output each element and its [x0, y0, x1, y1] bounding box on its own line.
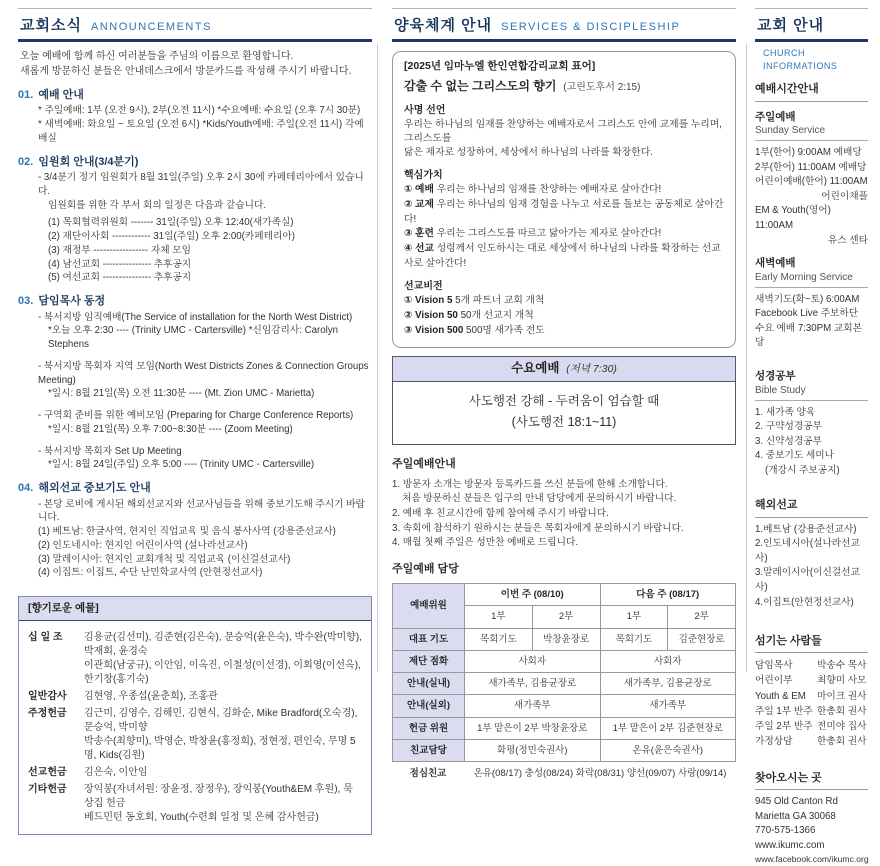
- section-number: 03.: [18, 295, 34, 308]
- wednesday-worship-box: [392, 356, 736, 445]
- mission-statement-title: 사명 선언: [404, 104, 446, 116]
- church-info-header: [755, 9, 868, 42]
- table-row: 친교담당 화평(정민숙권사) 온유(윤은숙권사): [393, 740, 736, 762]
- duty-sub-header: 2부: [532, 606, 600, 628]
- dawn-time-3: 수요 예배 7:30PM 교회본당: [755, 322, 862, 349]
- offering-names: 이관희(남궁규), 이안임, 이옥진, 이철성(이선경), 이회영(이선옥), 한기창(홍기숙): [84, 659, 361, 685]
- offering-row-thanks: [28, 690, 362, 704]
- sunday-duty-section: [392, 562, 736, 781]
- welcome-text: [20, 50, 372, 79]
- offering-row-mission: [28, 766, 362, 780]
- pastor-item-1a: - 북서지방 임직예배(The Service of installation for the North West District): [38, 311, 353, 323]
- bible-study-title-kr: 성경공부: [755, 369, 796, 382]
- sunday-time-4-place: 유스 센타: [827, 234, 868, 246]
- core-value-2: ② 교제 우리는 하나님의 임재 경험을 나누고 서로를 돌보는 공동체로 살아간다!: [404, 198, 724, 225]
- offering-names: 베드민턴 동호회, Youth(수련회 일정 및 은혜 감사헌금): [84, 811, 319, 823]
- bible-study-item-3: 3. 신약성경공부: [755, 435, 822, 447]
- board-item-3: (3) 재정부 ----------------- 자체 모임: [48, 244, 191, 256]
- mission-statement-line-2: 닮은 제자로 성장하여, 세상에서 하나님의 나라를 확장한다.: [404, 147, 653, 159]
- website-url: www.ikumc.com: [755, 839, 825, 851]
- offering-row-other: [28, 783, 362, 825]
- sunday-worship-guide: [392, 457, 736, 550]
- pastor-item-4a: - 북서지방 목회자 Set Up Meeting: [38, 445, 182, 457]
- offering-row-tithe: [28, 631, 362, 687]
- pastor-item-3a: - 구역회 준비를 위한 예비모임 (Preparing for Charge Conference Reports): [38, 410, 354, 422]
- offering-label: 주정헌금: [28, 707, 67, 719]
- section-board-meeting: [18, 155, 372, 286]
- overseas-missions-section: [755, 498, 868, 610]
- core-value-1: ① 예배 우리는 하나님의 임재를 찬양하는 예배자로 살아간다!: [404, 184, 662, 196]
- wednesday-worship-time: (저녁 7:30): [566, 363, 617, 376]
- offering-label: 기타헌금: [28, 783, 67, 795]
- servant-row: 어린이부 최향미 사모: [755, 675, 867, 687]
- section-title: 담임목사 동정: [38, 295, 106, 308]
- worship-line-1: * 주일예배: 1부 (오전 9시), 2부(오전 11시) *수요예배: 수요일 (오후 7시 30분): [38, 105, 361, 117]
- lunch-schedule: 온유(08/17) 충성(08/24) 화락(08/31) 양선(09/07) 사랑(09/14): [473, 768, 727, 780]
- core-value-3: ③ 훈련 우리는 그리스도를 따르고 닮아가는 제자로 살아간다!: [404, 228, 662, 240]
- offering-names: 김현영, 우종섭(윤춘희), 조홍관: [84, 690, 218, 702]
- offering-names: 김용균(김선미), 김준현(김은숙), 문승억(윤은숙), 박수완(박미향), 박재회, 윤경숙: [84, 631, 362, 657]
- table-row: 헌금 위원 1부 맡은이 2부 박창윤장로 1부 맡은이 2부 김준현장로: [393, 717, 736, 739]
- motto-box: [392, 51, 736, 348]
- lunch-label: 점심친교: [409, 768, 447, 780]
- directions-title: 찾아오시는 곳: [755, 771, 868, 790]
- discipleship-title-kr: 양육체계 안내: [394, 17, 493, 34]
- guide-line-1: 1. 방문자 소개는 방문자 등록카드를 쓰신 분들에 한해 소개합니다.: [392, 478, 668, 490]
- pastor-item-3b: *일시: 8월 21일(목) 오후 7:00~8:30분 ---- (Zoom Meeting): [48, 423, 293, 435]
- column-divider-1: [377, 44, 378, 672]
- servant-row: Youth & EM 마이크 권사: [755, 690, 867, 702]
- core-value-4: ④ 선교 성령께서 인도하시는 대로 세상에서 하나님의 나라를 확장하는 선교사로 살아간다!: [404, 243, 721, 269]
- discipleship-header: [392, 9, 736, 42]
- bible-study-section: [755, 369, 868, 478]
- mission-line-5: (4) 이집트: 이집트, 수단 난민학교사역 (안현정선교사): [38, 567, 263, 579]
- directions-section: [755, 771, 868, 866]
- duty-week2-header: 다음 주 (08/17): [600, 584, 736, 606]
- section-number: 04.: [18, 482, 34, 495]
- bible-study-note: (개강시 주보공지): [765, 464, 840, 476]
- duty-sub-header: 1부: [600, 606, 668, 628]
- column-divider-2: [746, 44, 747, 672]
- missions-item-1: 1.베트남 (강용준선교사): [755, 523, 857, 535]
- bible-study-item-2: 2. 구약성경공부: [755, 421, 822, 433]
- duty-corner-cell: 예배위원: [393, 584, 465, 629]
- section-number: 02.: [18, 155, 34, 168]
- address-line-1: 945 Old Canton Rd: [755, 796, 838, 808]
- address-line-2: Marietta GA 30068: [755, 810, 836, 822]
- pastor-item-4b: *일시: 8월 24일(주일) 오후 5:00 ---- (Trinity UMC - Cartersville): [48, 459, 315, 471]
- sunday-time-1: 1부(한어) 9:00AM 예배당: [755, 147, 862, 159]
- section-title: 해외선교 중보기도 안내: [38, 482, 151, 495]
- offering-box: [18, 596, 372, 835]
- welcome-line-2: 새롭게 방문하신 분들은 안내데스크에서 방문카드를 작성해 주시기 바랍니다.: [20, 65, 352, 77]
- dawn-service-subtitle: Early Morning Service: [755, 271, 868, 288]
- servant-row: 주일 1부 반주 한총회 권사: [755, 705, 867, 717]
- welcome-line-1: 오늘 예배에 함께 하신 여러분들을 주님의 이름으로 환영합니다.: [20, 51, 294, 62]
- offering-names: 김은숙, 이안임: [84, 766, 148, 778]
- offering-row-weekly: [28, 707, 362, 763]
- offering-label: 십 일 조: [28, 631, 63, 643]
- pastor-item-2a: - 북서지방 목회자 지역 모임(North West Districts Zones & Connection Groups Meeting): [38, 360, 369, 386]
- wednesday-sermon-title: 사도행전 강해 - 두려움이 엄습할 때: [468, 393, 660, 408]
- duty-sub-header: 2부: [668, 606, 736, 628]
- mission-line-1: - 본당 로비에 게시된 해외선교지와 선교사님들을 위해 중보기도해 주시기 바랍니다.: [38, 498, 365, 524]
- offering-names: 장익봉(자녀서원: 장윤정, 장정우), 장익봉(Youth&EM 후원), 묵상집 헌금: [84, 783, 353, 809]
- board-item-1: (1) 목회협력위원회 ------- 31일(주일) 오후 12:40(새가족실): [48, 217, 294, 229]
- church-info-title-en: CHURCH INFORMATIONS: [763, 48, 838, 71]
- board-item-4: (4) 남선교회 --------------- 추후공지: [48, 258, 192, 270]
- missions-item-4: 4.이집트(안현정선교사): [755, 596, 854, 608]
- vision-3: ③ Vision 500 500명 새가족 전도: [404, 324, 545, 336]
- discipleship-column: [392, 0, 736, 781]
- dawn-time-1: 새벽기도(화~토) 6:00AM: [755, 293, 860, 305]
- board-intro-1: - 3/4분기 정기 임원회가 8월 31일(주일) 오후 2시 30에 카페테리아에서 있습니다.: [38, 172, 364, 197]
- lunch-fellowship-row: [392, 767, 736, 780]
- announcements-title-en: ANNOUNCEMENTS: [90, 21, 212, 33]
- servant-row: 가정상담 한총회 권사: [755, 735, 867, 747]
- duty-sub-header: 1부: [465, 606, 533, 628]
- table-row: 제단 점화 사회자 사회자: [393, 650, 736, 672]
- vision-2: ② Vision 50 50개 선교지 개척: [404, 310, 534, 322]
- board-intro-2: 임원회를 위한 각 부서 회의 일정은 다음과 같습니다.: [48, 199, 267, 211]
- dawn-service-title: 새벽예배: [755, 257, 796, 270]
- announcements-column: [18, 0, 372, 835]
- section-mission-prayer: [18, 481, 372, 580]
- wednesday-worship-title: 수요예배: [511, 361, 560, 376]
- table-row: 안내(실내) 새가족부, 김용균장로 새가족부, 김용균장로: [393, 673, 736, 695]
- overseas-missions-title: 해외선교: [755, 498, 868, 517]
- worship-line-2: * 새벽예배: 화요일 ~ 토요일 (오전 6시) *Kids/Youth예배: 주일(오전 11시) 각예배실: [38, 119, 364, 144]
- guide-line-2: 처음 방문하신 분들은 입구의 안내 담당에게 문의하시기 바랍니다.: [402, 493, 677, 505]
- announcements-header: [18, 9, 372, 42]
- motto-verse: (고린도후서 2:15): [563, 81, 641, 93]
- discipleship-title-en: SERVICES & DISCIPLESHIP: [501, 21, 681, 33]
- motto-text: 감출 수 없는 그리스도의 향기: [404, 78, 557, 93]
- service-times-section: [755, 82, 868, 351]
- announcements-title-kr: 교회소식: [20, 17, 82, 34]
- mission-statement-line-1: 우리는 하나님의 임재를 찬양하는 예배자로서 그리스도 안에 교제를 누리며, 그리스도를: [404, 118, 722, 144]
- mission-line-3: (2) 인도네시아: 현지인 어린이사역 (설나라선교사): [38, 539, 248, 551]
- dawn-time-2: Facebook Live 주보하단: [755, 308, 859, 320]
- church-info-title-kr: 교회 안내: [757, 17, 825, 34]
- section-worship-info: [18, 88, 372, 146]
- guide-line-3: 2. 예배 후 친교시간에 함께 참여해 주시기 바랍니다.: [392, 507, 609, 519]
- guide-line-4: 3. 속회에 참석하기 원하시는 분들은 목회자에게 문의하시기 바랍니다.: [392, 522, 684, 534]
- table-row: 대표 기도 목회기도 박창윤장로 목회기도 김준현장로: [393, 628, 736, 650]
- phone-number: 770-575-1366: [755, 825, 816, 837]
- sunday-time-3-place: 어린이채플: [821, 190, 868, 202]
- core-values-title: 핵심가치: [404, 170, 443, 182]
- sunday-time-4: EM & Youth(영어) 11:00AM: [755, 205, 831, 231]
- section-number: 01.: [18, 89, 34, 101]
- board-item-5: (5) 여선교회 --------------- 추후공지: [48, 272, 192, 284]
- offering-box-title: [향기로운 예물]: [19, 597, 371, 621]
- missions-item-3: 3.말레이시아(이신걸선교사): [755, 567, 860, 593]
- guide-line-5: 4. 매월 첫째 주일은 성만찬 예배로 드립니다.: [392, 537, 579, 549]
- sunday-service-subtitle: Sunday Service: [755, 124, 868, 141]
- offering-label: 선교헌금: [28, 766, 67, 778]
- table-row: 안내(실외) 새가족부 새가족부: [393, 695, 736, 717]
- sunday-guide-title: 주일예배안내: [392, 458, 456, 471]
- offering-names: 박송수(최향미), 박영순, 박창윤(홍정희), 정현정, 편인숙, 무명 5명, Kids(김원): [84, 735, 356, 761]
- servants-section: [755, 634, 868, 749]
- pastor-item-2b: *일시: 8월 21일(목) 오전 11:30분 ---- (Mt. Zion UMC - Marietta): [48, 388, 315, 400]
- mission-line-4: (3) 말레이시아: 현지인 교회개척 및 직업교육 (이신걸선교사): [38, 553, 291, 565]
- offering-label: 일반감사: [28, 690, 67, 702]
- vision-1: ① Vision 5 5개 파트너 교회 개척: [404, 295, 545, 307]
- bible-study-item-1: 1. 새가족 양육: [755, 406, 816, 418]
- service-times-title: 예배시간안내: [755, 82, 868, 101]
- bible-study-item-4: 4. 중보기도 세미나: [755, 450, 834, 462]
- duty-week1-header: 이번 주 (08/10): [465, 584, 601, 606]
- offering-names: 김근미, 김영수, 김해민, 김현식, 김화순, Mike Bradford(오숙경), 문승억, 박미향: [84, 707, 358, 733]
- facebook-url: www.facebook.com/ikumc.org: [755, 854, 869, 865]
- mission-vision-title: 선교비전: [404, 281, 443, 293]
- servant-row: 담임목사 박송수 목사: [755, 660, 867, 672]
- sunday-time-2: 2부(한어) 11:00AM 예배당: [755, 161, 867, 173]
- servants-title: 섬기는 사람들: [755, 634, 868, 653]
- sunday-time-3: 어린이예배(한어) 11:00AM: [755, 176, 868, 188]
- missions-item-2: 2.인도네시아(설나라선교사): [755, 538, 860, 564]
- mission-line-2: (1) 베트남: 한글사역, 현지인 직업교육 및 음식 봉사사역 (강용준선교사): [38, 526, 336, 538]
- servant-row: 주일 2부 반주 전미야 집사: [755, 720, 867, 732]
- section-pastor-news: [18, 294, 372, 472]
- wednesday-sermon-verse: (사도행전 18:1~11): [511, 415, 617, 430]
- motto-box-title: [2025년 임마누엘 한인연합감리교회 표어]: [404, 60, 596, 72]
- bible-study-title-en: Bible Study: [755, 384, 868, 401]
- section-title: 예배 안내: [38, 89, 84, 101]
- church-info-column: [755, 0, 868, 866]
- board-item-2: (2) 재단이사회 ------------ 31일(주일) 오후 2:00(카페테리아): [48, 231, 295, 243]
- pastor-item-1b: *오늘 오후 2:30 ---- (Trinity UMC - Cartersville) *신임감리사: Carolyn Stephens: [48, 325, 339, 351]
- section-title: 임원회 안내(3/4분기): [38, 155, 139, 168]
- sunday-service-title: 주일예배: [755, 110, 796, 123]
- duty-table-title: 주일예배 담당: [392, 562, 459, 575]
- duty-table: [392, 583, 736, 762]
